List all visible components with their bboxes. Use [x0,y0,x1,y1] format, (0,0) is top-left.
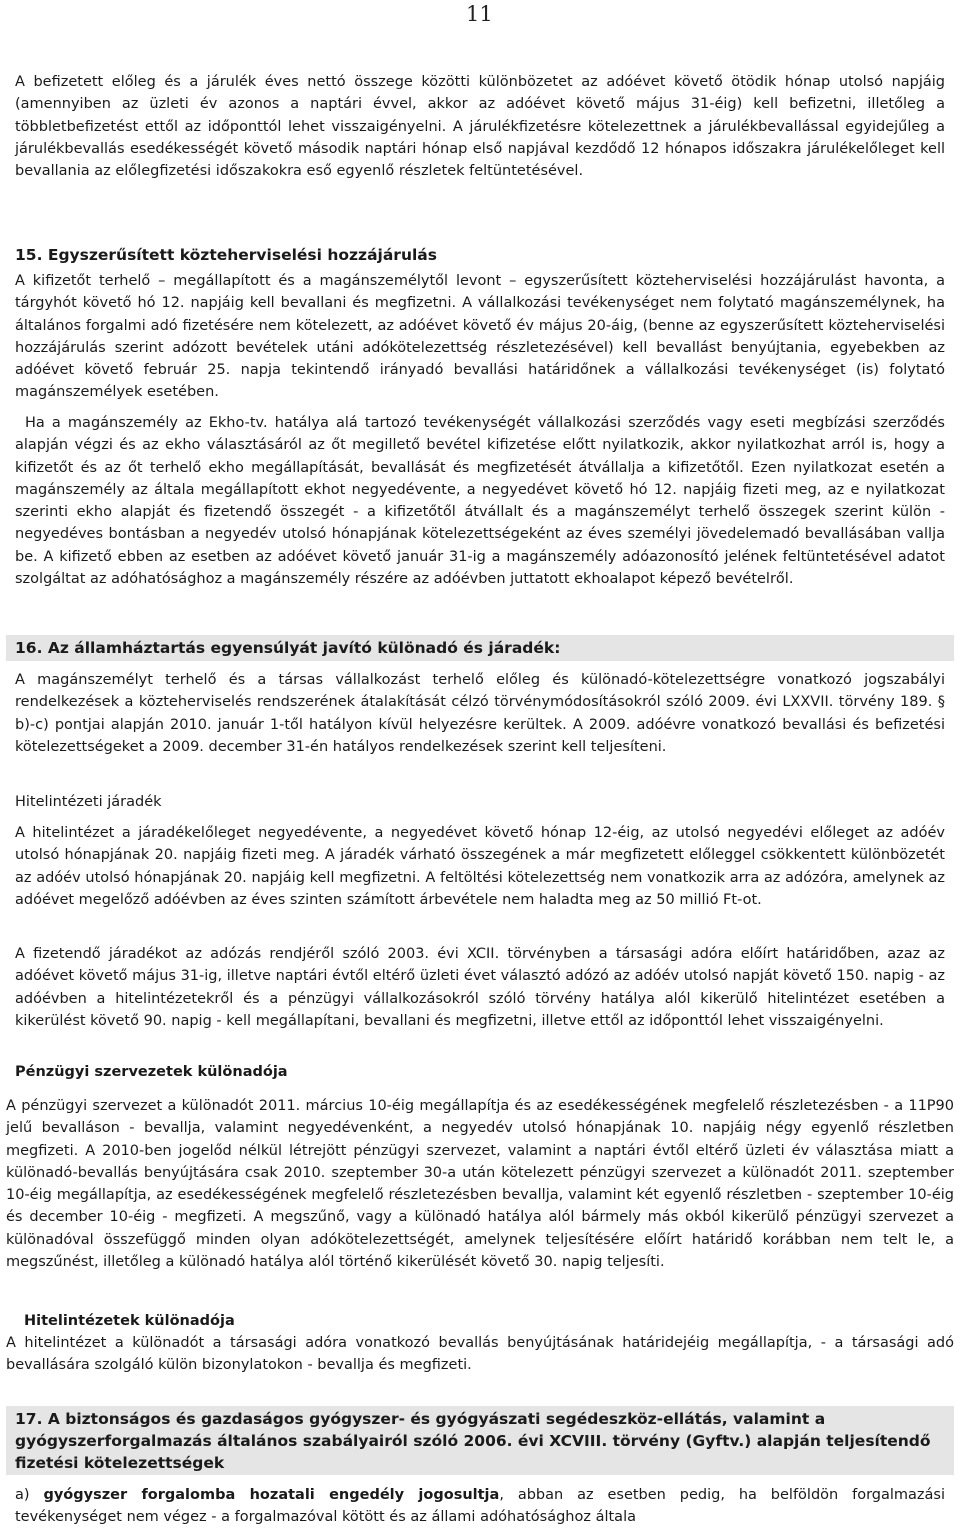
paragraph-annuity-deadline: A fizetendő járadékot az adózás rendjéről szóló 2003. évi XCII. törvényben a társasági adóra előírt határidőben, azaz az adóévet követő május 31-ig, illetve naptári évtől eltérő üzleti évet választó adózó az adóév utolsó napját követő 150. napig - az adóévben a hitelintézetekről és a pénzügyi vállalkozásokról szóló törvény hatálya alól kikerülő hitelintézet esetében a kikerülést követő 90. napig - kell megállapítani, bevallani és megfizetni, illetve ettől az időponttól lehet visszaigényelni. [15,946,945,1029]
paragraph-17a-bold: gyógyszer forgalomba hozatali engedély jogosultja [43,1487,500,1503]
paragraph-financial-organizations-tax: A pénzügyi szervezet a különadót 2011. március 10-éig megállapítja és az esedékességének megfelelő részletezésben - a 11P90 jelű bevalláson - bevallja, valamint negyedévenként, a negyedév utolsó hónapjának 10. napjáig négy egyenlő részletben megfizeti. A 2010-ben jogelőd nélkül létrejött pénzügyi szervezet, valamint a naptári évtől eltérő üzleti év választása miatt a különadó-bevallás benyújtására csak 2010. szeptember 30-a után kötelezett pénzügyi szervezet a különadót 2011. szeptember 10-éig megállapítja, az esedékességének megfelelő részletezésben bevallja, valamint két egyenlő részletben - szeptember 10-éig és december 10-éig - megfizeti. A megszűnő, vagy a különadó hatálya alól bármely más okból kikerülő pénzügyi szervezet a különadóval összefüggő minden olyan adókötelezettségét, amelynek teljesítésére előírt határidő korábban nem telt le, a megszűnést, illetőleg a különadó hatálya alól történő kikerülését követő 30. napig teljesíti. [6,1098,954,1271]
paragraph-17a [15,1484,945,1529]
section-16-heading: 16. Az államháztartás egyensúlyát javító különadó és járadék: [15,639,561,657]
section-17-heading: 17. A biztonságos és gazdaságos gyógyszer- és gyógyászati segédeszköz-ellátás, valamint a gyógyszerforgalmazás általános szabályairól szóló 2006. évi XCVIII. törvény (Gyftv.) alapján teljesítendő fizetési kötelezettségek [15,1410,931,1472]
paragraph-17a-prefix: a) [15,1487,30,1503]
paragraph-17a-rest: , abban az esetben pedig, ha belföldön forgalmazási tevékenységet nem végez - a forgalmazóval kötött és az állami adóhatósághoz általa [15,1487,946,1526]
paragraph-ekho: Ha a magánszemély az Ekho-tv. hatálya alá tartozó tevékenységét vállalkozási szerződés vagy eseti megbízási szerződés alapján végzi és az ekho választásáról az őt megillető bevétel kifizetése előtt nyilatkozik, akkor nyilatkozhat arról is, hogy a kifizetőt és az őt terhelő ekho megállapítását, bevallását és megfizetését átvállalja a kifizetőtől. Ezen nyilatkozat esetén a magánszemély az általa megállapított ekhot negyedévente, a negyedévet követő hó 12. napjáig fizeti meg, az e nyilatkozat szerinti ekho alapját és fizetendő összegét - a kifizetőtől átvállalt és a magánszemélyt terhelő összegek szerint külön - negyedéves bontásban a negyedév utolsó hónapjának kötelezettségeként az éves személyi jövedelemadó bevallásában vallja be. A kifizető ebben az esetben az adóévet követő január 31-ig a magánszemély adóazonosító jelének feltüntetésével adatot szolgáltat az adóhatósághoz a magánszemély részére az adóévben juttatott ekhoalapot képező bevételről. [15,415,945,588]
section-15-heading: 15. Egyszerűsített közteherviselési hozzájárulás [15,246,437,264]
paragraph-balance-payment: A befizetett előleg és a járulék éves nettó összege közötti különbözetet az adóévet követő ötödik hónap utolsó napjáig (amennyiben az üzleti év azonos a naptári évvel, akkor az adóévet követő május 31-éig) kell befizetni, illetőleg a többletbefizetést ettől az időponttól lehet visszaigényelni. A járulékfizetésre kötelezettnek a járulékbevallással egyidejűleg a járulékbevallás esedékességét követő második naptári hónap első napjával kezdődő 12 hónapos időszakra járulékelőleget kell bevallania az előlegfizetési időszakokra eső egyenlő részletek feltüntetésével. [15,74,945,180]
paragraph-annuity-advance: A hitelintézet a járadékelőleget negyedévente, a negyedévet követő hónap 12-éig, az utolsó negyedévi előleget az adóév utolsó hónapjának 20. napjáig fizeti meg. A járadék várható összegének a már megfizetett előleggel csökkentett különbözetét az adóév utolsó hónapjának 20. napjáig kell megfizetni. A feltöltési kötelezettség nem vonatkozik arra az adózóra, amelynek az adóévet megelőző adóévben az éves szinten számított árbevétele nem haladta meg az 50 millió Ft-ot. [15,825,945,908]
subheading-credit-institution-annuity: Hitelintézeti járadék [15,794,162,810]
subheading-credit-institutions-tax: Hitelintézetek különadója [24,1313,235,1329]
page-number: 11 [466,2,493,26]
paragraph-special-tax: A magánszemélyt terhelő és a társas vállalkozást terhelő előleg és különadó-kötelezettségre vonatkozó jogszabályi rendelkezések a közteherviselés rendszerének átalakítását célzó törvénymódosításokról szóló 2009. évi LXXVII. törvény 189. § b)-c) pontjai alapján 2010. január 1-től hatályon kívül helyezésre kerültek. A 2009. adóévre vonatkozó bevallási és befizetési kötelezettségeket a 2009. december 31-én hatályos rendelkezések szerint kell teljesíteni. [15,672,945,755]
subheading-financial-organizations-tax: Pénzügyi szervezetek különadója [15,1064,288,1080]
paragraph-simplified-contribution: A kifizetőt terhelő – megállapított és a magánszemélytől levont – egyszerűsített közteherviselési hozzájárulást havonta, a tárgyhót követő hó 12. napjáig kell bevallani és megfizetni. A vállalkozási tevékenységet nem folytató magánszemélynek, ha általános forgalmi adó fizetésére nem kötelezett, az adóévet követő év május 20-áig, (benne az egyszerűsített közteherviselési hozzájárulás szerint adózott bevételek utáni adókötelezettség részletezésével) kell bevallást benyújtania, egyebekben az adóévet követő február 25. napja tekintendő irányadó bevallási határidőnek a vállalkozási tevékenységet (is) folytató magánszemélyek esetében. [15,273,945,401]
paragraph-credit-institutions-tax: A hitelintézet a különadót a társasági adóra vonatkozó bevallás benyújtásának határidejéig megállapítja, - a társasági adó bevallására szolgáló külön bizonylatokon - bevallja és megfizeti. [6,1335,954,1374]
